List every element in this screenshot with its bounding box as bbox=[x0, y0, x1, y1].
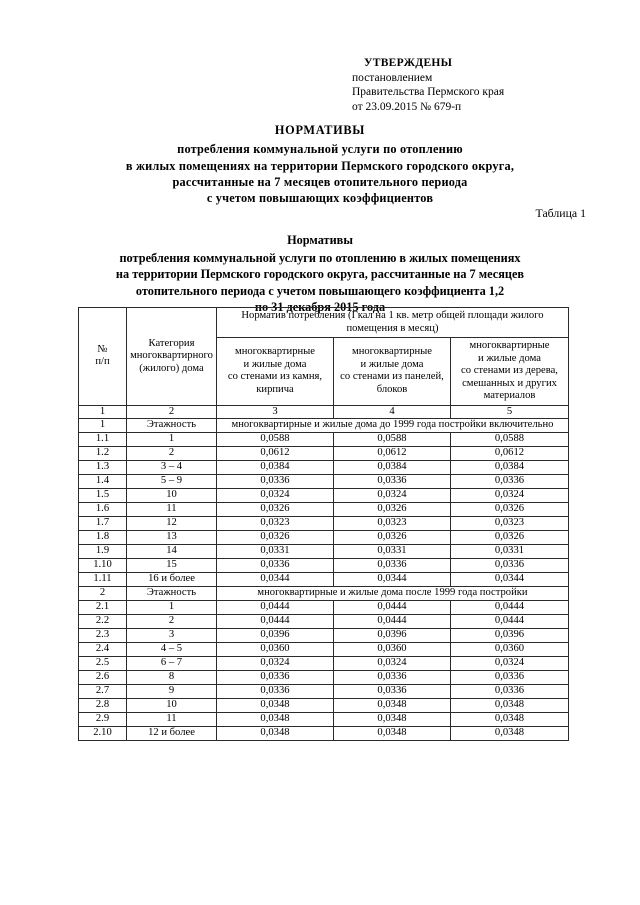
header-wood-line-1: многоквартирные bbox=[469, 340, 550, 351]
row-category: 1 bbox=[127, 601, 217, 615]
main-title-line-2: в жилых помещениях на территории Пермского городского округа, bbox=[125, 158, 515, 173]
row-value-panel-block: 0,0324 bbox=[334, 657, 451, 671]
row-category: 1 bbox=[127, 433, 217, 447]
row-value-wood-mixed: 0,0348 bbox=[451, 713, 569, 727]
row-value-wood-mixed: 0,0336 bbox=[451, 671, 569, 685]
row-category: 3 bbox=[127, 629, 217, 643]
table-row bbox=[79, 433, 569, 447]
row-value-wood-mixed: 0,0588 bbox=[451, 433, 569, 447]
row-category: 9 bbox=[127, 685, 217, 699]
norms-table-body bbox=[79, 308, 569, 741]
header-stone-line-3: со стенами из камня, bbox=[227, 371, 323, 383]
row-value-wood-mixed: 0,0326 bbox=[451, 531, 569, 545]
header-cell-wood-mixed bbox=[451, 338, 569, 406]
norms-table bbox=[78, 307, 569, 741]
row-value-stone-brick: 0,0324 bbox=[217, 489, 334, 503]
secondary-title-line-2: на территории Пермского городского округа, рассчитанные на 7 месяцев bbox=[115, 267, 525, 282]
row-category: 11 bbox=[127, 503, 217, 517]
row-category: 6 – 7 bbox=[127, 657, 217, 671]
main-title-line-3: рассчитанные на 7 месяцев отопительного периода bbox=[172, 175, 468, 190]
table-row bbox=[79, 615, 569, 629]
row-value-wood-mixed: 0,0348 bbox=[451, 727, 569, 741]
approval-line-4: от 23.09.2015 № 679-п bbox=[352, 100, 462, 113]
row-value-panel-block: 0,0348 bbox=[334, 727, 451, 741]
row-number: 1.10 bbox=[79, 559, 127, 573]
section-category: Этажность bbox=[127, 419, 217, 433]
secondary-title-line-3: отопительного периода с учетом повышающего коэффициента 1,2 bbox=[135, 283, 505, 298]
table-row bbox=[79, 517, 569, 531]
row-value-stone-brick: 0,0348 bbox=[217, 727, 334, 741]
row-value-wood-mixed: 0,0612 bbox=[451, 447, 569, 461]
row-value-wood-mixed: 0,0396 bbox=[451, 629, 569, 643]
table-row bbox=[79, 643, 569, 657]
row-number: 2.2 bbox=[79, 615, 127, 629]
table-title bbox=[30, 232, 610, 315]
row-value-stone-brick: 0,0444 bbox=[217, 601, 334, 615]
row-category: 10 bbox=[127, 489, 217, 503]
table-section-row bbox=[79, 419, 569, 433]
row-number: 1.1 bbox=[79, 433, 127, 447]
header-number-line-2: п/п bbox=[95, 356, 110, 368]
approval-line-1: УТВЕРЖДЕНЫ bbox=[364, 57, 453, 69]
column-number-4: 4 bbox=[334, 405, 451, 419]
row-number: 2.9 bbox=[79, 713, 127, 727]
row-number: 2.7 bbox=[79, 685, 127, 699]
row-value-stone-brick: 0,0612 bbox=[217, 447, 334, 461]
row-value-stone-brick: 0,0324 bbox=[217, 657, 334, 671]
approval-block bbox=[352, 56, 608, 114]
secondary-title-heading: Нормативы bbox=[287, 233, 353, 247]
header-cell-category bbox=[127, 308, 217, 406]
header-cell-number bbox=[79, 308, 127, 406]
row-value-panel-block: 0,0336 bbox=[334, 685, 451, 699]
row-value-stone-brick: 0,0344 bbox=[217, 573, 334, 587]
table-row bbox=[79, 461, 569, 475]
column-number-5: 5 bbox=[451, 405, 569, 419]
header-wood-line-4: смешанных и других bbox=[462, 377, 557, 389]
row-value-wood-mixed: 0,0444 bbox=[451, 601, 569, 615]
row-value-panel-block: 0,0444 bbox=[334, 601, 451, 615]
row-number: 1.7 bbox=[79, 517, 127, 531]
table-row bbox=[79, 489, 569, 503]
table-row bbox=[79, 559, 569, 573]
row-value-wood-mixed: 0,0344 bbox=[451, 573, 569, 587]
row-value-wood-mixed: 0,0331 bbox=[451, 545, 569, 559]
row-value-panel-block: 0,0336 bbox=[334, 559, 451, 573]
row-value-wood-mixed: 0,0360 bbox=[451, 643, 569, 657]
row-value-stone-brick: 0,0331 bbox=[217, 545, 334, 559]
header-number-line-1: № bbox=[97, 343, 108, 355]
row-value-stone-brick: 0,0360 bbox=[217, 643, 334, 657]
table-section-row bbox=[79, 587, 569, 601]
row-value-stone-brick: 0,0336 bbox=[217, 559, 334, 573]
row-category: 16 и более bbox=[127, 573, 217, 587]
approval-line-2: постановлением bbox=[352, 71, 433, 84]
row-value-stone-brick: 0,0384 bbox=[217, 461, 334, 475]
header-category-line-1: Категория bbox=[148, 337, 195, 349]
header-cell-norm-group: Норматив потребления (Гкал на 1 кв. метр общей площади жилого помещения в месяц) bbox=[217, 308, 569, 338]
header-panel-line-3: со стенами из панелей, bbox=[340, 371, 444, 383]
table-number-caption: Таблица 1 bbox=[535, 206, 586, 220]
row-value-panel-block: 0,0344 bbox=[334, 573, 451, 587]
row-number: 1.3 bbox=[79, 461, 127, 475]
row-category: 12 bbox=[127, 517, 217, 531]
section-banner: многоквартирные и жилые дома до 1999 года постройки включительно bbox=[217, 419, 569, 433]
table-row bbox=[79, 475, 569, 489]
row-category: 3 – 4 bbox=[127, 461, 217, 475]
table-row bbox=[79, 629, 569, 643]
table-row bbox=[79, 503, 569, 517]
row-value-panel-block: 0,0324 bbox=[334, 489, 451, 503]
row-value-wood-mixed: 0,0326 bbox=[451, 503, 569, 517]
row-value-wood-mixed: 0,0324 bbox=[451, 657, 569, 671]
row-category: 14 bbox=[127, 545, 217, 559]
row-value-wood-mixed: 0,0336 bbox=[451, 559, 569, 573]
table-row bbox=[79, 727, 569, 741]
page-title bbox=[40, 122, 600, 207]
header-cell-panel-block bbox=[334, 338, 451, 406]
secondary-title-line-1: потребления коммунальной услуги по отоплению в жилых помещениях bbox=[119, 251, 521, 266]
row-number: 2.3 bbox=[79, 629, 127, 643]
header-panel-line-2: и жилые дома bbox=[360, 358, 424, 370]
header-stone-line-1: многоквартирные bbox=[234, 346, 315, 358]
row-category: 5 – 9 bbox=[127, 475, 217, 489]
row-value-panel-block: 0,0336 bbox=[334, 475, 451, 489]
table-row bbox=[79, 657, 569, 671]
row-value-stone-brick: 0,0336 bbox=[217, 685, 334, 699]
section-number: 1 bbox=[79, 419, 127, 433]
column-number-1: 1 bbox=[79, 405, 127, 419]
header-wood-line-2: и жилые дома bbox=[478, 352, 541, 364]
row-value-wood-mixed: 0,0324 bbox=[451, 489, 569, 503]
row-number: 2.6 bbox=[79, 671, 127, 685]
row-value-panel-block: 0,0348 bbox=[334, 713, 451, 727]
row-category: 8 bbox=[127, 671, 217, 685]
secondary-title-line-4: по 31 декабря 2015 года bbox=[254, 299, 386, 314]
row-value-stone-brick: 0,0326 bbox=[217, 531, 334, 545]
row-value-wood-mixed: 0,0444 bbox=[451, 615, 569, 629]
table-row bbox=[79, 685, 569, 699]
row-category: 10 bbox=[127, 699, 217, 713]
row-category: 15 bbox=[127, 559, 217, 573]
row-value-panel-block: 0,0444 bbox=[334, 615, 451, 629]
row-number: 1.9 bbox=[79, 545, 127, 559]
header-wood-line-5: материалов bbox=[483, 390, 536, 401]
row-value-panel-block: 0,0360 bbox=[334, 643, 451, 657]
row-value-wood-mixed: 0,0323 bbox=[451, 517, 569, 531]
header-wood-line-3: со стенами из дерева, bbox=[461, 365, 558, 376]
approval-line-3: Правительства Пермского края bbox=[352, 86, 505, 99]
row-value-stone-brick: 0,0348 bbox=[217, 699, 334, 713]
section-category: Этажность bbox=[127, 587, 217, 601]
row-number: 1.2 bbox=[79, 447, 127, 461]
row-category: 12 и более bbox=[127, 727, 217, 741]
row-value-stone-brick: 0,0323 bbox=[217, 517, 334, 531]
header-cell-stone-brick bbox=[217, 338, 334, 406]
row-number: 1.11 bbox=[79, 573, 127, 587]
row-value-stone-brick: 0,0396 bbox=[217, 629, 334, 643]
table-row bbox=[79, 531, 569, 545]
row-category: 11 bbox=[127, 713, 217, 727]
row-value-panel-block: 0,0588 bbox=[334, 433, 451, 447]
row-value-panel-block: 0,0326 bbox=[334, 531, 451, 545]
row-value-panel-block: 0,0336 bbox=[334, 671, 451, 685]
row-category: 4 – 5 bbox=[127, 643, 217, 657]
table-header-row-1 bbox=[79, 308, 569, 338]
row-number: 2.4 bbox=[79, 643, 127, 657]
row-number: 2.8 bbox=[79, 699, 127, 713]
row-value-panel-block: 0,0331 bbox=[334, 545, 451, 559]
table-row bbox=[79, 699, 569, 713]
row-value-panel-block: 0,0348 bbox=[334, 699, 451, 713]
row-number: 1.6 bbox=[79, 503, 127, 517]
row-number: 2.10 bbox=[79, 727, 127, 741]
row-value-panel-block: 0,0612 bbox=[334, 447, 451, 461]
table-column-number-row bbox=[79, 405, 569, 419]
header-category-line-2: многоквартирного bbox=[130, 350, 213, 361]
row-value-wood-mixed: 0,0336 bbox=[451, 475, 569, 489]
row-value-stone-brick: 0,0444 bbox=[217, 615, 334, 629]
row-number: 1.5 bbox=[79, 489, 127, 503]
table-row bbox=[79, 447, 569, 461]
table-row bbox=[79, 573, 569, 587]
table-row bbox=[79, 671, 569, 685]
row-value-panel-block: 0,0323 bbox=[334, 517, 451, 531]
row-number: 1.8 bbox=[79, 531, 127, 545]
row-category: 13 bbox=[127, 531, 217, 545]
table-row bbox=[79, 601, 569, 615]
row-value-panel-block: 0,0326 bbox=[334, 503, 451, 517]
main-title-line-1: потребления коммунальной услуги по отоплению bbox=[177, 142, 463, 157]
header-stone-line-4: кирпича bbox=[256, 383, 294, 395]
row-number: 1.4 bbox=[79, 475, 127, 489]
main-title-line-4: с учетом повышающих коэффициентов bbox=[206, 191, 434, 206]
row-value-stone-brick: 0,0588 bbox=[217, 433, 334, 447]
row-value-stone-brick: 0,0336 bbox=[217, 671, 334, 685]
row-value-wood-mixed: 0,0384 bbox=[451, 461, 569, 475]
header-panel-line-4: блоков bbox=[376, 383, 408, 395]
section-banner: многоквартирные и жилые дома после 1999 года постройки bbox=[217, 587, 569, 601]
table-row bbox=[79, 713, 569, 727]
row-category: 2 bbox=[127, 615, 217, 629]
row-number: 2.5 bbox=[79, 657, 127, 671]
column-number-2: 2 bbox=[127, 405, 217, 419]
row-value-stone-brick: 0,0326 bbox=[217, 503, 334, 517]
row-value-wood-mixed: 0,0336 bbox=[451, 685, 569, 699]
header-category-line-3: (жилого) дома bbox=[139, 362, 204, 374]
row-category: 2 bbox=[127, 447, 217, 461]
row-value-panel-block: 0,0396 bbox=[334, 629, 451, 643]
header-stone-line-2: и жилые дома bbox=[243, 358, 307, 370]
row-value-wood-mixed: 0,0348 bbox=[451, 699, 569, 713]
row-number: 2.1 bbox=[79, 601, 127, 615]
row-value-stone-brick: 0,0348 bbox=[217, 713, 334, 727]
section-number: 2 bbox=[79, 587, 127, 601]
norms-table-wrapper bbox=[78, 307, 568, 741]
main-title-heading: НОРМАТИВЫ bbox=[274, 123, 366, 137]
row-value-panel-block: 0,0384 bbox=[334, 461, 451, 475]
column-number-3: 3 bbox=[217, 405, 334, 419]
table-row bbox=[79, 545, 569, 559]
header-panel-line-1: многоквартирные bbox=[351, 346, 432, 358]
row-value-stone-brick: 0,0336 bbox=[217, 475, 334, 489]
